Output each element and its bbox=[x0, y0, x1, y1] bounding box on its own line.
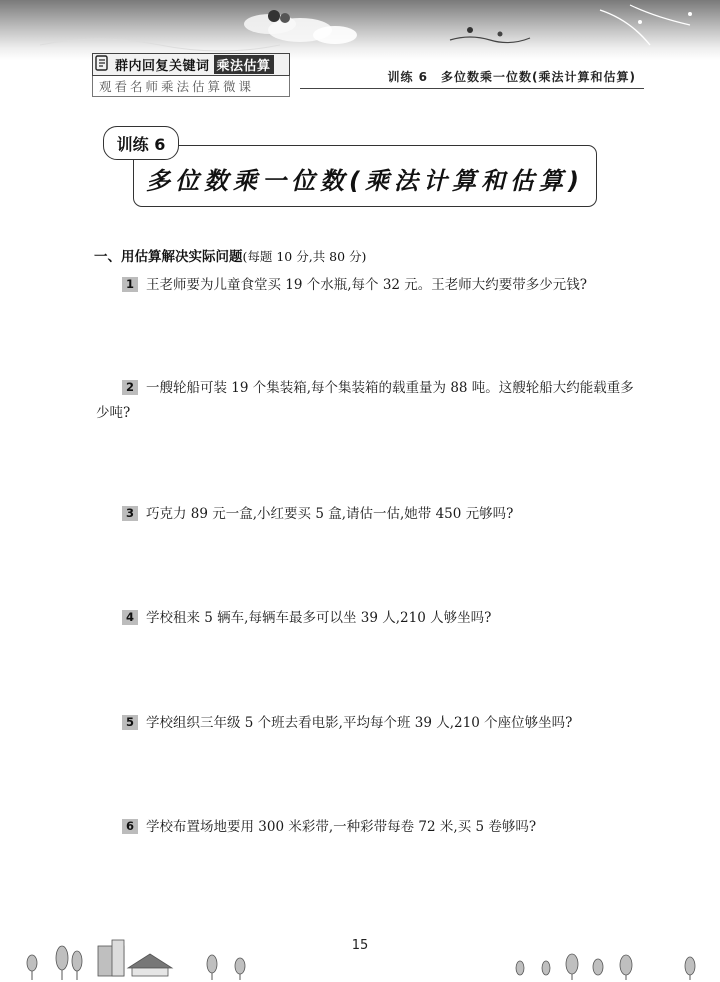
running-head: 训练 6 多位数乘一位数(乘法计算和估算) bbox=[387, 70, 636, 84]
question-1 bbox=[122, 273, 642, 298]
footer-trees-illustration bbox=[0, 928, 720, 982]
section-heading bbox=[94, 245, 366, 265]
question-text: 学校组织三年级 5 个班去看电影,平均每个班 39 人,210 个座位够坐吗? bbox=[146, 715, 573, 731]
question-3 bbox=[122, 502, 642, 527]
question-number: 2 bbox=[122, 380, 138, 395]
question-number: 4 bbox=[122, 610, 138, 625]
page-number: 15 bbox=[351, 938, 369, 953]
promo-instruction bbox=[92, 53, 290, 76]
promo-subtitle: 观看名师乘法估算微课 bbox=[92, 76, 290, 97]
promo-keyword: 乘法估算 bbox=[214, 55, 274, 74]
question-number: 6 bbox=[122, 819, 138, 834]
question-number: 3 bbox=[122, 506, 138, 521]
promo-text: 群内回复关键词 bbox=[115, 59, 210, 74]
section-score-note: (每题 10 分,共 80 分) bbox=[242, 249, 367, 264]
promo-box bbox=[92, 53, 290, 97]
header-divider bbox=[300, 88, 644, 89]
question-text: 学校布置场地要用 300 米彩带,一种彩带每卷 72 米,买 5 卷够吗? bbox=[146, 819, 537, 835]
question-number: 1 bbox=[122, 277, 138, 292]
question-text: 一艘轮船可装 19 个集装箱,每个集装箱的载重量为 88 吨。这艘轮船大约能载重多少吨? bbox=[96, 380, 634, 421]
question-5 bbox=[122, 711, 642, 736]
question-number: 5 bbox=[122, 715, 138, 730]
question-4 bbox=[122, 606, 642, 631]
title-box bbox=[133, 145, 597, 207]
question-text: 学校租来 5 辆车,每辆车最多可以坐 39 人,210 人够坐吗? bbox=[146, 610, 492, 626]
section-title: 一、用估算解决实际问题 bbox=[94, 249, 243, 265]
question-text: 王老师要为儿童食堂买 19 个水瓶,每个 32 元。王老师大约要带多少元钱? bbox=[146, 277, 588, 293]
lesson-tab: 训练 6 bbox=[103, 126, 179, 160]
question-text: 巧克力 89 元一盒,小红要买 5 盒,请估一估,她带 450 元够吗? bbox=[146, 506, 514, 522]
book-icon bbox=[94, 55, 110, 71]
question-6 bbox=[122, 815, 642, 840]
header-scenery-illustration bbox=[0, 0, 720, 60]
question-2 bbox=[96, 376, 644, 426]
page-title: 多位数乘一位数(乘法计算和估算) bbox=[146, 166, 584, 195]
